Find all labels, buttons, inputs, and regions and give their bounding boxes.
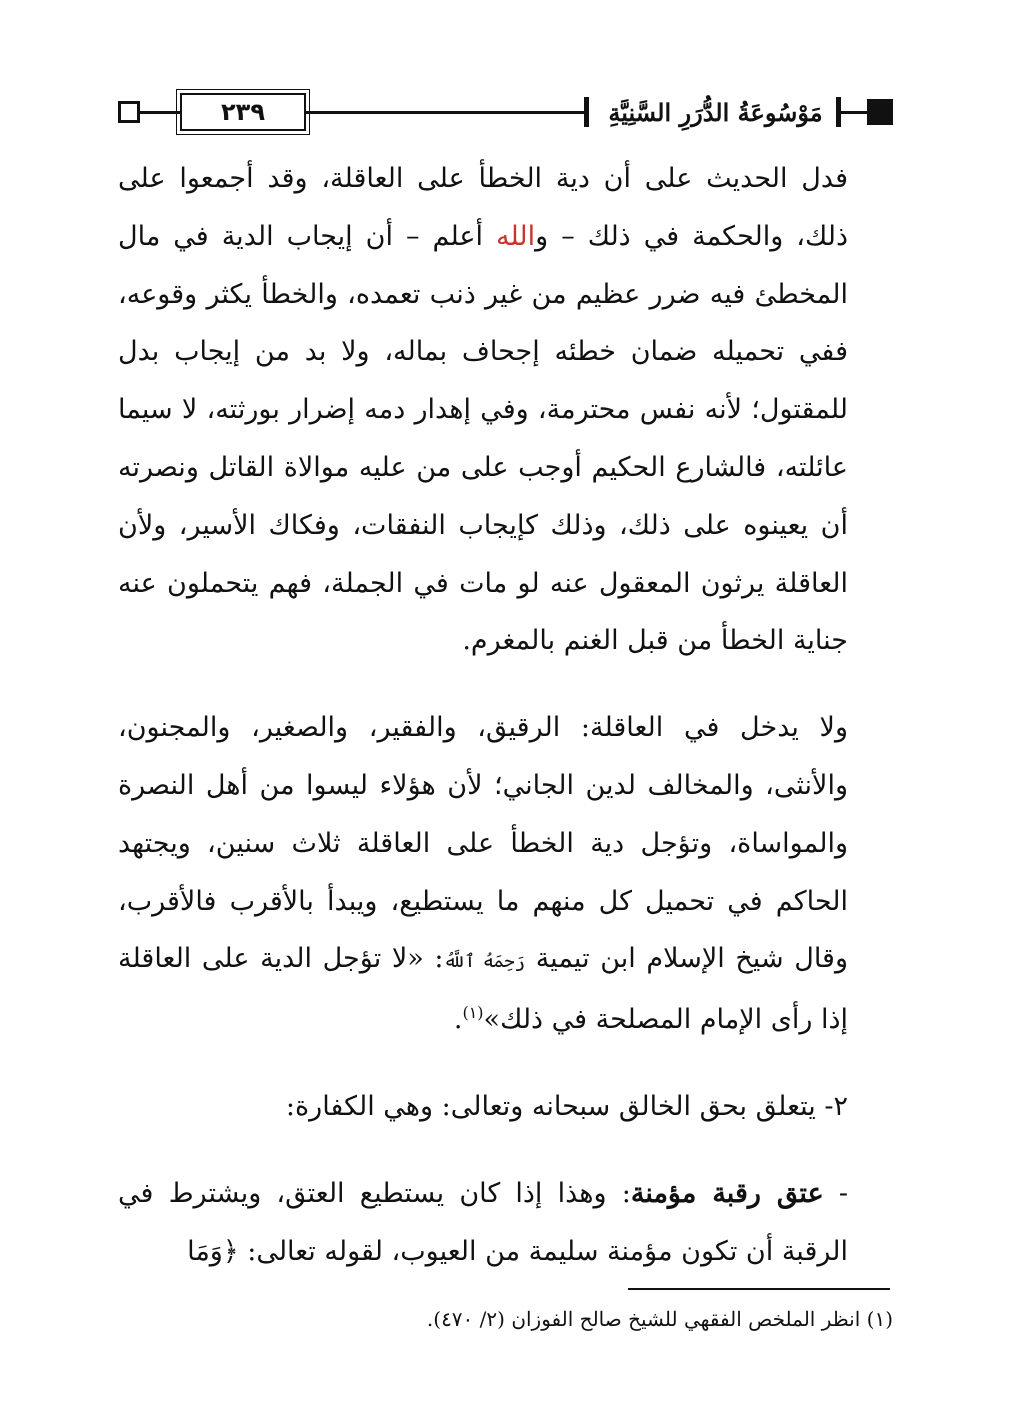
- list-dash: -: [823, 1177, 848, 1209]
- footnote-reference[interactable]: (١): [462, 1003, 484, 1023]
- page-number-frame: [180, 93, 306, 131]
- header-rule: [306, 111, 586, 114]
- divine-name: الله: [496, 220, 536, 252]
- bold-term: عتق رقبة مؤمنة: [630, 1177, 824, 1209]
- text-run: أعلم – أن إيجاب الدية في مال المخطئ فيه ضرر عظيم من غير ذنب تعمده، والخطأ يكثر وقوعه، ففي تحميله ضمان خطئه إجحاف بماله، ولا بد من إيجاب بدل للمقتول؛ لأنه نفس محترمة، وفي إهدار دمه إضرار بورثته، لا سيما عائلته، فالشارع الحكيم أوجب على من عليه موالاة القاتل ونصرته أن يعينوه على ذلك، وذلك كإيجاب النفقات، وفكاك الأسير، ولأن العاقلة يرثون المعقول عنه لو مات في الجملة، فهم يتحملون عنه جناية الخطأ من قبل الغنم بالمغرم.: [118, 220, 848, 657]
- header-ornament-square-left: [118, 101, 140, 123]
- paragraph-aqila-exclusions: [118, 699, 848, 1049]
- page-header: [118, 93, 893, 137]
- text-run: : «لا تؤجل الدية على العاقلة إذا رأى الإمام المصلحة في ذلك»: [118, 943, 848, 1036]
- text-run: فدل الحديث على أن دية الخطأ على العاقلة، وقد أجمعوا على ذلك، والحكمة في ذلك – و: [118, 163, 849, 252]
- header-rule: [140, 111, 180, 114]
- page-number: ٢٣٩: [221, 98, 265, 126]
- text-run: ولا يدخل في العاقلة: الرقيق، والفقير، والصغير، والمجنون، والأنثى، والمخالف لدين الجاني؛ لأن هؤلاء ليسوا من أهل النصرة والمواساة، وتؤجل دية الخطأ على العاقلة ثلاث سنين، ويجتهد الحاكم في تحميل كل منهم ما يستطيع، ويبدأ بالأقرب فالأقرب، وقال شيخ الإسلام ابن تيمية: [118, 712, 848, 975]
- main-text: [118, 150, 848, 1280]
- footnote: (١) انظر الملخص الفقهي للشيخ صالح الفوزان (٢/ ٤٧٠).: [426, 1307, 893, 1331]
- text-run: .: [453, 1004, 463, 1036]
- series-title: مَوْسُوعَةُ الدُّرَرِ السَّنِيَّةِ: [608, 97, 823, 127]
- paragraph-blood-money-reasoning: [118, 150, 848, 670]
- text-run: : وهذا إذا كان يستطيع العتق، ويشترط في الرقبة أن تكون مؤمنة سليمة من العيوب، لقوله تعالى: ﴿وَمَا: [118, 1177, 848, 1267]
- header-rule: [839, 111, 867, 114]
- paragraph-kaffara-heading: ٢- يتعلق بحق الخالق سبحانه وتعالى: وهي الكفارة:: [285, 1090, 848, 1122]
- header-ornament-bar: [584, 97, 589, 127]
- honorific: رَحِمَهُ ٱللَّهُ: [443, 951, 526, 973]
- paragraph-freeing-slave: [118, 1165, 848, 1281]
- footnote-separator: [628, 1288, 890, 1290]
- header-ornament-square-right: [867, 99, 893, 125]
